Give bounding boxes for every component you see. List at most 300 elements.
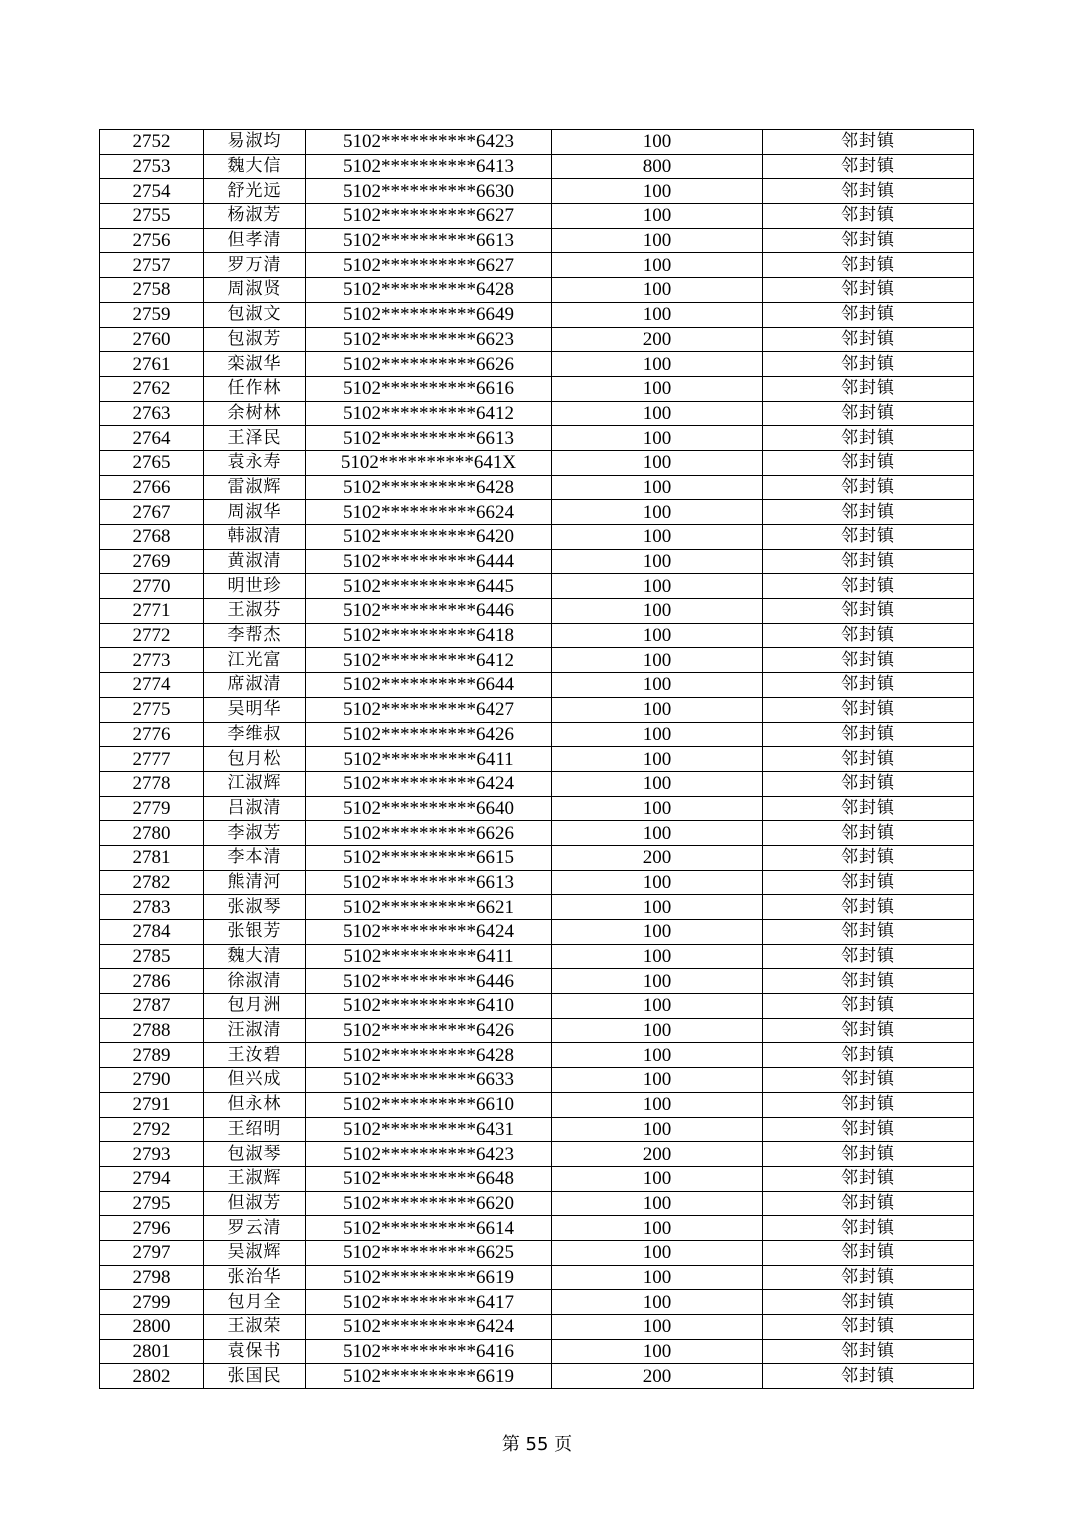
name-cell: 包月松	[204, 747, 306, 772]
table-row	[100, 1339, 974, 1364]
name-cell: 袁保书	[204, 1339, 306, 1364]
table-row	[100, 1117, 974, 1142]
amount-cell: 100	[552, 500, 763, 525]
name-cell: 李帮杰	[204, 623, 306, 648]
id-number-cell: 5102**********6619	[306, 1265, 552, 1290]
amount-cell: 100	[552, 994, 763, 1019]
id-number-cell: 5102**********6411	[306, 747, 552, 772]
amount-cell: 100	[552, 771, 763, 796]
name-cell: 张银芳	[204, 920, 306, 945]
row-number-cell: 2798	[100, 1265, 204, 1290]
table-row	[100, 1018, 974, 1043]
table-row	[100, 1092, 974, 1117]
table-row	[100, 1364, 974, 1389]
town-cell: 邻封镇	[763, 845, 974, 870]
row-number-cell: 2760	[100, 327, 204, 352]
amount-cell: 100	[552, 1290, 763, 1315]
table-row	[100, 525, 974, 550]
row-number-cell: 2757	[100, 253, 204, 278]
table-row	[100, 821, 974, 846]
row-number-cell: 2793	[100, 1142, 204, 1167]
amount-cell: 100	[552, 1092, 763, 1117]
id-number-cell: 5102**********6630	[306, 179, 552, 204]
amount-cell: 100	[552, 747, 763, 772]
row-number-cell: 2773	[100, 648, 204, 673]
row-number-cell: 2772	[100, 623, 204, 648]
amount-cell: 100	[552, 697, 763, 722]
town-cell: 邻封镇	[763, 401, 974, 426]
table-row	[100, 475, 974, 500]
town-cell: 邻封镇	[763, 179, 974, 204]
records-table-body	[100, 130, 974, 1389]
town-cell: 邻封镇	[763, 302, 974, 327]
name-cell: 包淑琴	[204, 1142, 306, 1167]
row-number-cell: 2781	[100, 845, 204, 870]
table-row	[100, 673, 974, 698]
table-row	[100, 1043, 974, 1068]
amount-cell: 100	[552, 401, 763, 426]
row-number-cell: 2763	[100, 401, 204, 426]
amount-cell: 100	[552, 130, 763, 155]
row-number-cell: 2784	[100, 920, 204, 945]
table-row	[100, 549, 974, 574]
name-cell: 包月全	[204, 1290, 306, 1315]
name-cell: 李维叔	[204, 722, 306, 747]
town-cell: 邻封镇	[763, 574, 974, 599]
name-cell: 任作林	[204, 376, 306, 401]
name-cell: 罗万清	[204, 253, 306, 278]
table-row	[100, 302, 974, 327]
name-cell: 栾淑华	[204, 352, 306, 377]
amount-cell: 100	[552, 1240, 763, 1265]
name-cell: 易淑均	[204, 130, 306, 155]
table-row	[100, 920, 974, 945]
id-number-cell: 5102**********6446	[306, 599, 552, 624]
name-cell: 张国民	[204, 1364, 306, 1389]
town-cell: 邻封镇	[763, 1216, 974, 1241]
id-number-cell: 5102**********6446	[306, 969, 552, 994]
name-cell: 江光富	[204, 648, 306, 673]
table-row	[100, 771, 974, 796]
id-number-cell: 5102**********6613	[306, 426, 552, 451]
amount-cell: 100	[552, 623, 763, 648]
amount-cell: 100	[552, 278, 763, 303]
table-row	[100, 179, 974, 204]
town-cell: 邻封镇	[763, 500, 974, 525]
amount-cell: 200	[552, 1142, 763, 1167]
table-row	[100, 154, 974, 179]
amount-cell: 200	[552, 1364, 763, 1389]
town-cell: 邻封镇	[763, 154, 974, 179]
row-number-cell: 2800	[100, 1315, 204, 1340]
town-cell: 邻封镇	[763, 352, 974, 377]
name-cell: 周淑华	[204, 500, 306, 525]
town-cell: 邻封镇	[763, 771, 974, 796]
town-cell: 邻封镇	[763, 426, 974, 451]
row-number-cell: 2768	[100, 525, 204, 550]
amount-cell: 100	[552, 944, 763, 969]
name-cell: 包淑文	[204, 302, 306, 327]
table-row	[100, 944, 974, 969]
row-number-cell: 2752	[100, 130, 204, 155]
table-row	[100, 994, 974, 1019]
id-number-cell: 5102**********6610	[306, 1092, 552, 1117]
table-row	[100, 623, 974, 648]
amount-cell: 100	[552, 352, 763, 377]
id-number-cell: 5102**********6424	[306, 771, 552, 796]
town-cell: 邻封镇	[763, 697, 974, 722]
table-row	[100, 204, 974, 229]
amount-cell: 100	[552, 796, 763, 821]
table-row	[100, 870, 974, 895]
id-number-cell: 5102**********6444	[306, 549, 552, 574]
town-cell: 邻封镇	[763, 253, 974, 278]
id-number-cell: 5102**********6633	[306, 1068, 552, 1093]
amount-cell: 100	[552, 599, 763, 624]
amount-cell: 100	[552, 179, 763, 204]
name-cell: 明世珍	[204, 574, 306, 599]
table-row	[100, 228, 974, 253]
row-number-cell: 2794	[100, 1166, 204, 1191]
town-cell: 邻封镇	[763, 376, 974, 401]
row-number-cell: 2790	[100, 1068, 204, 1093]
table-row	[100, 1191, 974, 1216]
table-row	[100, 401, 974, 426]
name-cell: 但孝清	[204, 228, 306, 253]
table-row	[100, 1166, 974, 1191]
name-cell: 李淑芳	[204, 821, 306, 846]
town-cell: 邻封镇	[763, 1068, 974, 1093]
id-number-cell: 5102**********6426	[306, 722, 552, 747]
id-number-cell: 5102**********6627	[306, 204, 552, 229]
id-number-cell: 5102**********6410	[306, 994, 552, 1019]
name-cell: 但淑芳	[204, 1191, 306, 1216]
id-number-cell: 5102**********6417	[306, 1290, 552, 1315]
id-number-cell: 5102**********6626	[306, 821, 552, 846]
id-number-cell: 5102**********6616	[306, 376, 552, 401]
amount-cell: 100	[552, 549, 763, 574]
town-cell: 邻封镇	[763, 228, 974, 253]
amount-cell: 100	[552, 920, 763, 945]
amount-cell: 100	[552, 648, 763, 673]
name-cell: 但永林	[204, 1092, 306, 1117]
row-number-cell: 2771	[100, 599, 204, 624]
amount-cell: 100	[552, 821, 763, 846]
table-row	[100, 747, 974, 772]
amount-cell: 200	[552, 845, 763, 870]
id-number-cell: 5102**********6613	[306, 228, 552, 253]
table-row	[100, 648, 974, 673]
name-cell: 周淑贤	[204, 278, 306, 303]
amount-cell: 100	[552, 870, 763, 895]
row-number-cell: 2767	[100, 500, 204, 525]
town-cell: 邻封镇	[763, 673, 974, 698]
table-row	[100, 1216, 974, 1241]
row-number-cell: 2764	[100, 426, 204, 451]
row-number-cell: 2770	[100, 574, 204, 599]
amount-cell: 100	[552, 1166, 763, 1191]
id-number-cell: 5102**********6412	[306, 648, 552, 673]
name-cell: 王淑荣	[204, 1315, 306, 1340]
amount-cell: 100	[552, 1265, 763, 1290]
amount-cell: 100	[552, 574, 763, 599]
table-row	[100, 845, 974, 870]
id-number-cell: 5102**********6416	[306, 1339, 552, 1364]
town-cell: 邻封镇	[763, 1339, 974, 1364]
amount-cell: 100	[552, 376, 763, 401]
town-cell: 邻封镇	[763, 920, 974, 945]
id-number-cell: 5102**********6424	[306, 920, 552, 945]
amount-cell: 100	[552, 1216, 763, 1241]
id-number-cell: 5102**********6624	[306, 500, 552, 525]
row-number-cell: 2802	[100, 1364, 204, 1389]
name-cell: 席淑清	[204, 673, 306, 698]
name-cell: 汪淑清	[204, 1018, 306, 1043]
town-cell: 邻封镇	[763, 722, 974, 747]
town-cell: 邻封镇	[763, 599, 974, 624]
records-table	[99, 129, 974, 1389]
row-number-cell: 2765	[100, 450, 204, 475]
id-number-cell: 5102**********641X	[306, 450, 552, 475]
id-number-cell: 5102**********6413	[306, 154, 552, 179]
id-number-cell: 5102**********6626	[306, 352, 552, 377]
row-number-cell: 2783	[100, 895, 204, 920]
id-number-cell: 5102**********6428	[306, 278, 552, 303]
name-cell: 吴淑辉	[204, 1240, 306, 1265]
town-cell: 邻封镇	[763, 549, 974, 574]
name-cell: 王泽民	[204, 426, 306, 451]
row-number-cell: 2777	[100, 747, 204, 772]
id-number-cell: 5102**********6428	[306, 475, 552, 500]
id-number-cell: 5102**********6625	[306, 1240, 552, 1265]
row-number-cell: 2795	[100, 1191, 204, 1216]
row-number-cell: 2788	[100, 1018, 204, 1043]
amount-cell: 100	[552, 722, 763, 747]
amount-cell: 100	[552, 1191, 763, 1216]
id-number-cell: 5102**********6649	[306, 302, 552, 327]
name-cell: 王绍明	[204, 1117, 306, 1142]
row-number-cell: 2766	[100, 475, 204, 500]
name-cell: 韩淑清	[204, 525, 306, 550]
amount-cell: 100	[552, 475, 763, 500]
id-number-cell: 5102**********6445	[306, 574, 552, 599]
town-cell: 邻封镇	[763, 1315, 974, 1340]
amount-cell: 100	[552, 969, 763, 994]
amount-cell: 100	[552, 1018, 763, 1043]
town-cell: 邻封镇	[763, 327, 974, 352]
name-cell: 王淑辉	[204, 1166, 306, 1191]
town-cell: 邻封镇	[763, 450, 974, 475]
row-number-cell: 2801	[100, 1339, 204, 1364]
row-number-cell: 2774	[100, 673, 204, 698]
name-cell: 雷淑辉	[204, 475, 306, 500]
table-row	[100, 697, 974, 722]
name-cell: 吕淑清	[204, 796, 306, 821]
table-row	[100, 599, 974, 624]
town-cell: 邻封镇	[763, 1043, 974, 1068]
table-row	[100, 796, 974, 821]
row-number-cell: 2761	[100, 352, 204, 377]
town-cell: 邻封镇	[763, 1290, 974, 1315]
id-number-cell: 5102**********6640	[306, 796, 552, 821]
amount-cell: 100	[552, 1315, 763, 1340]
name-cell: 魏大清	[204, 944, 306, 969]
amount-cell: 100	[552, 895, 763, 920]
id-number-cell: 5102**********6418	[306, 623, 552, 648]
name-cell: 余树林	[204, 401, 306, 426]
town-cell: 邻封镇	[763, 623, 974, 648]
table-row	[100, 1265, 974, 1290]
row-number-cell: 2779	[100, 796, 204, 821]
town-cell: 邻封镇	[763, 1166, 974, 1191]
id-number-cell: 5102**********6619	[306, 1364, 552, 1389]
table-row	[100, 1142, 974, 1167]
table-row	[100, 253, 974, 278]
row-number-cell: 2797	[100, 1240, 204, 1265]
name-cell: 魏大信	[204, 154, 306, 179]
table-row	[100, 574, 974, 599]
town-cell: 邻封镇	[763, 1117, 974, 1142]
name-cell: 舒光远	[204, 179, 306, 204]
table-row	[100, 426, 974, 451]
row-number-cell: 2776	[100, 722, 204, 747]
amount-cell: 100	[552, 1043, 763, 1068]
town-cell: 邻封镇	[763, 944, 974, 969]
id-number-cell: 5102**********6426	[306, 1018, 552, 1043]
table-row	[100, 376, 974, 401]
row-number-cell: 2758	[100, 278, 204, 303]
town-cell: 邻封镇	[763, 475, 974, 500]
town-cell: 邻封镇	[763, 1142, 974, 1167]
town-cell: 邻封镇	[763, 130, 974, 155]
name-cell: 江淑辉	[204, 771, 306, 796]
town-cell: 邻封镇	[763, 1018, 974, 1043]
row-number-cell: 2782	[100, 870, 204, 895]
amount-cell: 200	[552, 327, 763, 352]
table-row	[100, 352, 974, 377]
town-cell: 邻封镇	[763, 278, 974, 303]
table-row	[100, 969, 974, 994]
row-number-cell: 2799	[100, 1290, 204, 1315]
id-number-cell: 5102**********6613	[306, 870, 552, 895]
town-cell: 邻封镇	[763, 994, 974, 1019]
row-number-cell: 2759	[100, 302, 204, 327]
row-number-cell: 2754	[100, 179, 204, 204]
id-number-cell: 5102**********6431	[306, 1117, 552, 1142]
amount-cell: 100	[552, 228, 763, 253]
amount-cell: 100	[552, 673, 763, 698]
row-number-cell: 2775	[100, 697, 204, 722]
amount-cell: 100	[552, 1068, 763, 1093]
town-cell: 邻封镇	[763, 1092, 974, 1117]
id-number-cell: 5102**********6424	[306, 1315, 552, 1340]
town-cell: 邻封镇	[763, 870, 974, 895]
table-row	[100, 1068, 974, 1093]
id-number-cell: 5102**********6621	[306, 895, 552, 920]
town-cell: 邻封镇	[763, 1265, 974, 1290]
id-number-cell: 5102**********6615	[306, 845, 552, 870]
table-row	[100, 278, 974, 303]
table-row	[100, 895, 974, 920]
table-row	[100, 130, 974, 155]
name-cell: 熊清河	[204, 870, 306, 895]
town-cell: 邻封镇	[763, 796, 974, 821]
row-number-cell: 2786	[100, 969, 204, 994]
row-number-cell: 2755	[100, 204, 204, 229]
town-cell: 邻封镇	[763, 204, 974, 229]
id-number-cell: 5102**********6411	[306, 944, 552, 969]
table-row	[100, 327, 974, 352]
row-number-cell: 2762	[100, 376, 204, 401]
table-row	[100, 722, 974, 747]
amount-cell: 100	[552, 1339, 763, 1364]
row-number-cell: 2785	[100, 944, 204, 969]
id-number-cell: 5102**********6423	[306, 1142, 552, 1167]
name-cell: 张淑琴	[204, 895, 306, 920]
name-cell: 包月洲	[204, 994, 306, 1019]
table-row	[100, 1290, 974, 1315]
row-number-cell: 2769	[100, 549, 204, 574]
amount-cell: 100	[552, 525, 763, 550]
id-number-cell: 5102**********6648	[306, 1166, 552, 1191]
town-cell: 邻封镇	[763, 1191, 974, 1216]
amount-cell: 100	[552, 450, 763, 475]
name-cell: 李本清	[204, 845, 306, 870]
name-cell: 袁永寿	[204, 450, 306, 475]
town-cell: 邻封镇	[763, 747, 974, 772]
name-cell: 张治华	[204, 1265, 306, 1290]
name-cell: 杨淑芳	[204, 204, 306, 229]
name-cell: 黄淑清	[204, 549, 306, 574]
name-cell: 罗云清	[204, 1216, 306, 1241]
id-number-cell: 5102**********6644	[306, 673, 552, 698]
row-number-cell: 2792	[100, 1117, 204, 1142]
id-number-cell: 5102**********6412	[306, 401, 552, 426]
table-row	[100, 1240, 974, 1265]
row-number-cell: 2791	[100, 1092, 204, 1117]
town-cell: 邻封镇	[763, 895, 974, 920]
town-cell: 邻封镇	[763, 821, 974, 846]
id-number-cell: 5102**********6627	[306, 253, 552, 278]
id-number-cell: 5102**********6623	[306, 327, 552, 352]
amount-cell: 100	[552, 302, 763, 327]
name-cell: 但兴成	[204, 1068, 306, 1093]
name-cell: 王淑芬	[204, 599, 306, 624]
row-number-cell: 2787	[100, 994, 204, 1019]
town-cell: 邻封镇	[763, 969, 974, 994]
town-cell: 邻封镇	[763, 1240, 974, 1265]
id-number-cell: 5102**********6420	[306, 525, 552, 550]
amount-cell: 100	[552, 204, 763, 229]
id-number-cell: 5102**********6427	[306, 697, 552, 722]
name-cell: 包淑芳	[204, 327, 306, 352]
table-row	[100, 500, 974, 525]
id-number-cell: 5102**********6620	[306, 1191, 552, 1216]
id-number-cell: 5102**********6423	[306, 130, 552, 155]
id-number-cell: 5102**********6428	[306, 1043, 552, 1068]
row-number-cell: 2796	[100, 1216, 204, 1241]
name-cell: 徐淑清	[204, 969, 306, 994]
row-number-cell: 2778	[100, 771, 204, 796]
name-cell: 王汝碧	[204, 1043, 306, 1068]
name-cell: 吴明华	[204, 697, 306, 722]
town-cell: 邻封镇	[763, 525, 974, 550]
amount-cell: 100	[552, 426, 763, 451]
amount-cell: 100	[552, 253, 763, 278]
table-row	[100, 1315, 974, 1340]
table-row	[100, 450, 974, 475]
id-number-cell: 5102**********6614	[306, 1216, 552, 1241]
